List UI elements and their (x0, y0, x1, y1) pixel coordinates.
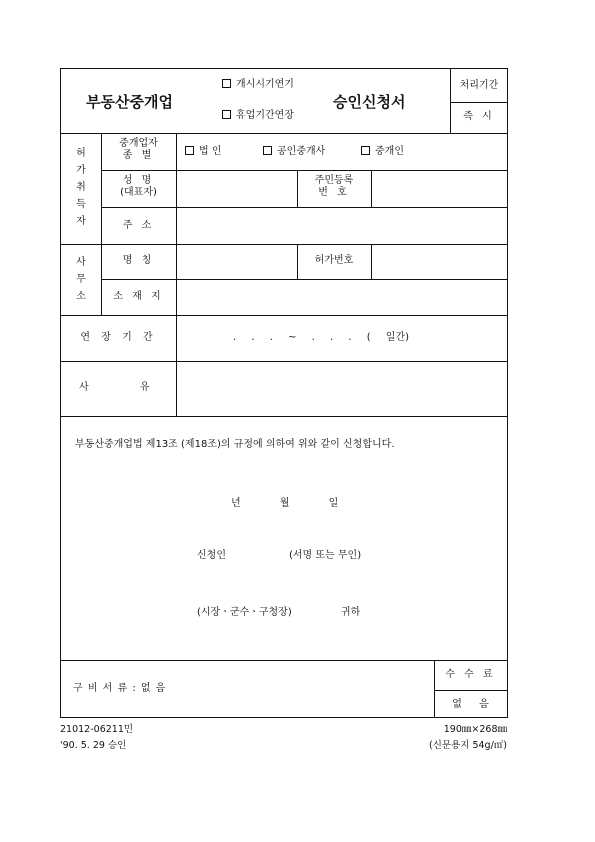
fee-label: 수 수 료 (445, 669, 496, 680)
license-number-label: 허가번호 (314, 255, 354, 266)
rrn-label (297, 175, 371, 199)
signature-hint: (서명 또는 무인) (289, 550, 362, 561)
reason-field[interactable] (179, 365, 504, 413)
checkbox-postpone-start[interactable] (222, 79, 231, 88)
processing-period-value: 즉 시 (463, 111, 495, 122)
honorific: 귀하 (341, 607, 361, 618)
licensee-section-char: 취 (76, 182, 86, 193)
form-title-left: 부동산중개업 (86, 93, 173, 111)
addressee: (시장ㆍ군수ㆍ구청장) (197, 607, 292, 618)
reason-label: 사 유 (79, 382, 150, 393)
application-form (60, 68, 508, 718)
broker-type-label (101, 138, 176, 162)
paper-size: 190㎜×268㎜ (443, 724, 507, 735)
form-title-right: 승인신청서 (333, 93, 406, 111)
name-label (101, 175, 176, 199)
broker-type-label-line: 중개업자 (119, 138, 158, 149)
type-option-certified-agent-label: 공인중개사 (277, 146, 326, 157)
licensee-section-char: 허 (76, 148, 86, 159)
office-name-label: 명 칭 (122, 255, 155, 266)
processing-period-label: 처리기간 (459, 80, 499, 91)
type-option-corporation-label: 법 인 (199, 146, 222, 157)
extension-period-label: 연 장 기 간 (80, 332, 157, 343)
office-section-char: 무 (76, 274, 86, 285)
required-documents: 구 비 서 류 : 없 음 (73, 683, 167, 694)
rrn-label-line: 번 호 (318, 187, 350, 198)
address-label: 주 소 (122, 220, 155, 231)
rrn-label-line: 주민등록 (314, 175, 354, 186)
licensee-section-char: 득 (76, 199, 86, 210)
broker-type-label-line: 종 별 (122, 150, 155, 161)
rrn-field[interactable] (374, 173, 504, 204)
licensee-section-label (71, 145, 91, 230)
approval-date: '90. 5. 29 승인 (60, 740, 127, 751)
office-section-label (71, 254, 91, 305)
type-option-broker[interactable] (361, 146, 404, 158)
office-location-field[interactable] (179, 282, 504, 312)
name-label-line: (대표자) (120, 187, 157, 198)
checkbox-extend-closure[interactable] (222, 110, 231, 119)
applicant-label: 신청인 (197, 550, 226, 561)
application-statement: 부동산중개업법 제13조 (제18조)의 규정에 의하여 위와 같이 신청합니다. (75, 439, 395, 450)
office-section-char: 사 (76, 257, 86, 268)
type-option-corporation[interactable] (185, 146, 222, 158)
checkbox-certified-agent[interactable] (263, 146, 272, 155)
office-name-field[interactable] (179, 247, 294, 276)
type-option-certified-agent[interactable] (263, 146, 325, 158)
office-location-label: 소 재 지 (113, 291, 164, 302)
option-extend-closure[interactable] (222, 110, 294, 122)
address-field[interactable] (179, 210, 504, 241)
date-line[interactable]: 년 월 일 (231, 498, 339, 509)
licensee-section-char: 가 (76, 165, 86, 176)
office-section-char: 소 (76, 291, 86, 302)
extension-period-value[interactable]: . . . ~ . . . ( 일간) (233, 332, 410, 343)
license-number-field[interactable] (374, 247, 504, 276)
option-postpone-start[interactable] (222, 79, 294, 91)
name-label-line: 성 명 (122, 175, 155, 186)
type-option-broker-label: 중개인 (375, 146, 404, 157)
fee-value: 없 음 (452, 699, 489, 710)
option-postpone-start-label: 개시시기연기 (236, 79, 294, 90)
checkbox-corporation[interactable] (185, 146, 194, 155)
licensee-section-char: 자 (76, 216, 86, 227)
name-field[interactable] (179, 173, 294, 204)
checkbox-broker[interactable] (361, 146, 370, 155)
option-extend-closure-label: 휴업기간연장 (236, 110, 294, 121)
paper-type: (신문용지 54g/㎡) (429, 740, 507, 751)
form-number: 21012-06211민 (60, 724, 134, 735)
